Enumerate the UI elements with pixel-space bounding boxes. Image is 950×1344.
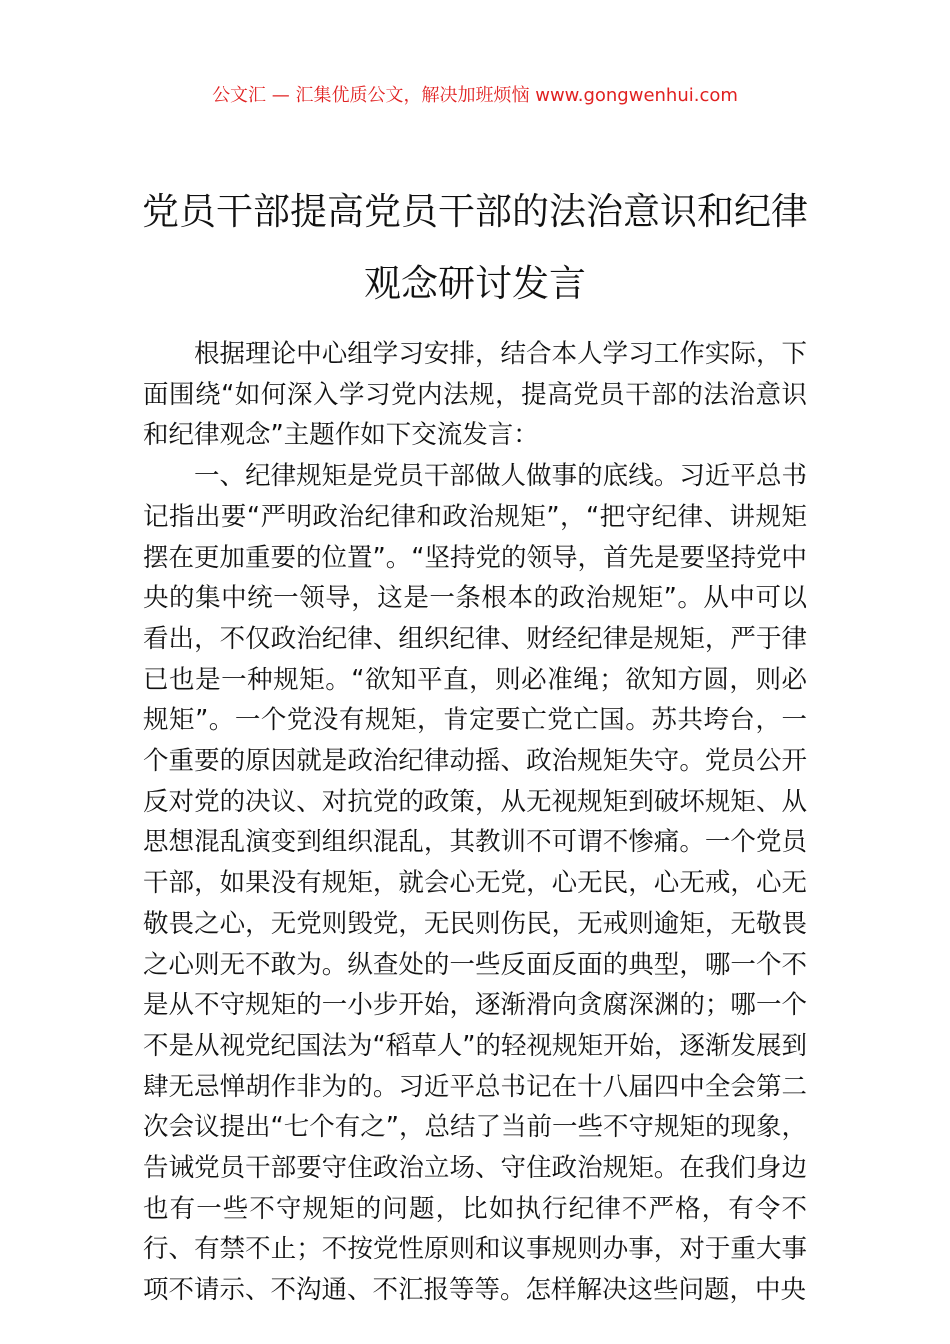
header-banner: 公文汇 — 汇集优质公文，解决加班烦恼 www.gongwenhui.com	[212, 85, 738, 106]
title-line-1: 党员干部提高党员干部的法治意识和纪律	[142, 190, 808, 233]
title-line-2: 观念研讨发言	[364, 262, 586, 305]
document-title	[60, 176, 890, 320]
document-body	[143, 334, 807, 1311]
paragraph-section-one: 一、纪律规矩是党员干部做人做事的底线。习近平总书记指出要“严明政治纪律和政治规矩”，“把守纪律、讲规矩摆在更加重要的位置”。“坚持党的领导，首先是要坚持党中央的集中统一领导，这是一条根本的政治规矩”。从中可以看出，不仅政治纪律、组织纪律、财经纪律是规矩，严于律已也是一种规矩。“欲知平直，则必准绳；欲知方圆，则必规矩”。一个党没有规矩，肯定要亡党亡国。苏共垮台，一个重要的原因就是政治纪律动摇、政治规矩失守。党员公开反对党的决议、对抗党的政策，从无视规矩到破坏规矩、从思想混乱演变到组织混乱，其教训不可谓不惨痛。一个党员干部，如果没有规矩，就会心无党，心无民，心无戒，心无敬畏之心，无党则毁党，无民则伤民，无戒则逾矩，无敬畏之心则无不敢为。纵查处的一些反面反面的典型，哪一个不是从不守规矩的一小步开始，逐渐滑向贪腐深渊的；哪一个不是从视党纪国法为“稻草人”的轻视规矩开始，逐渐发展到肆无忌惮胡作非为的。习近平总书记在十八届四中全会第二次会议提出“七个有之”，总结了当前一些不守规矩的现象，告诫党员干部要守住政治立场、守住政治规矩。在我们身边也有一些不守规矩的问题，比如执行纪律不严格，有令不行、有禁不止；不按党性原则和议事规则办事，对于重大事项不请示、不沟通、不汇报等等。怎样解决这些问题，中央	[143, 461, 807, 1306]
paragraph-intro: 根据理论中心组学习安排，结合本人学习工作实际，下面围绕“如何深入学习党内法规，提高党员干部的法治意识和纪律观念”主题作如下交流发言：	[143, 339, 807, 451]
